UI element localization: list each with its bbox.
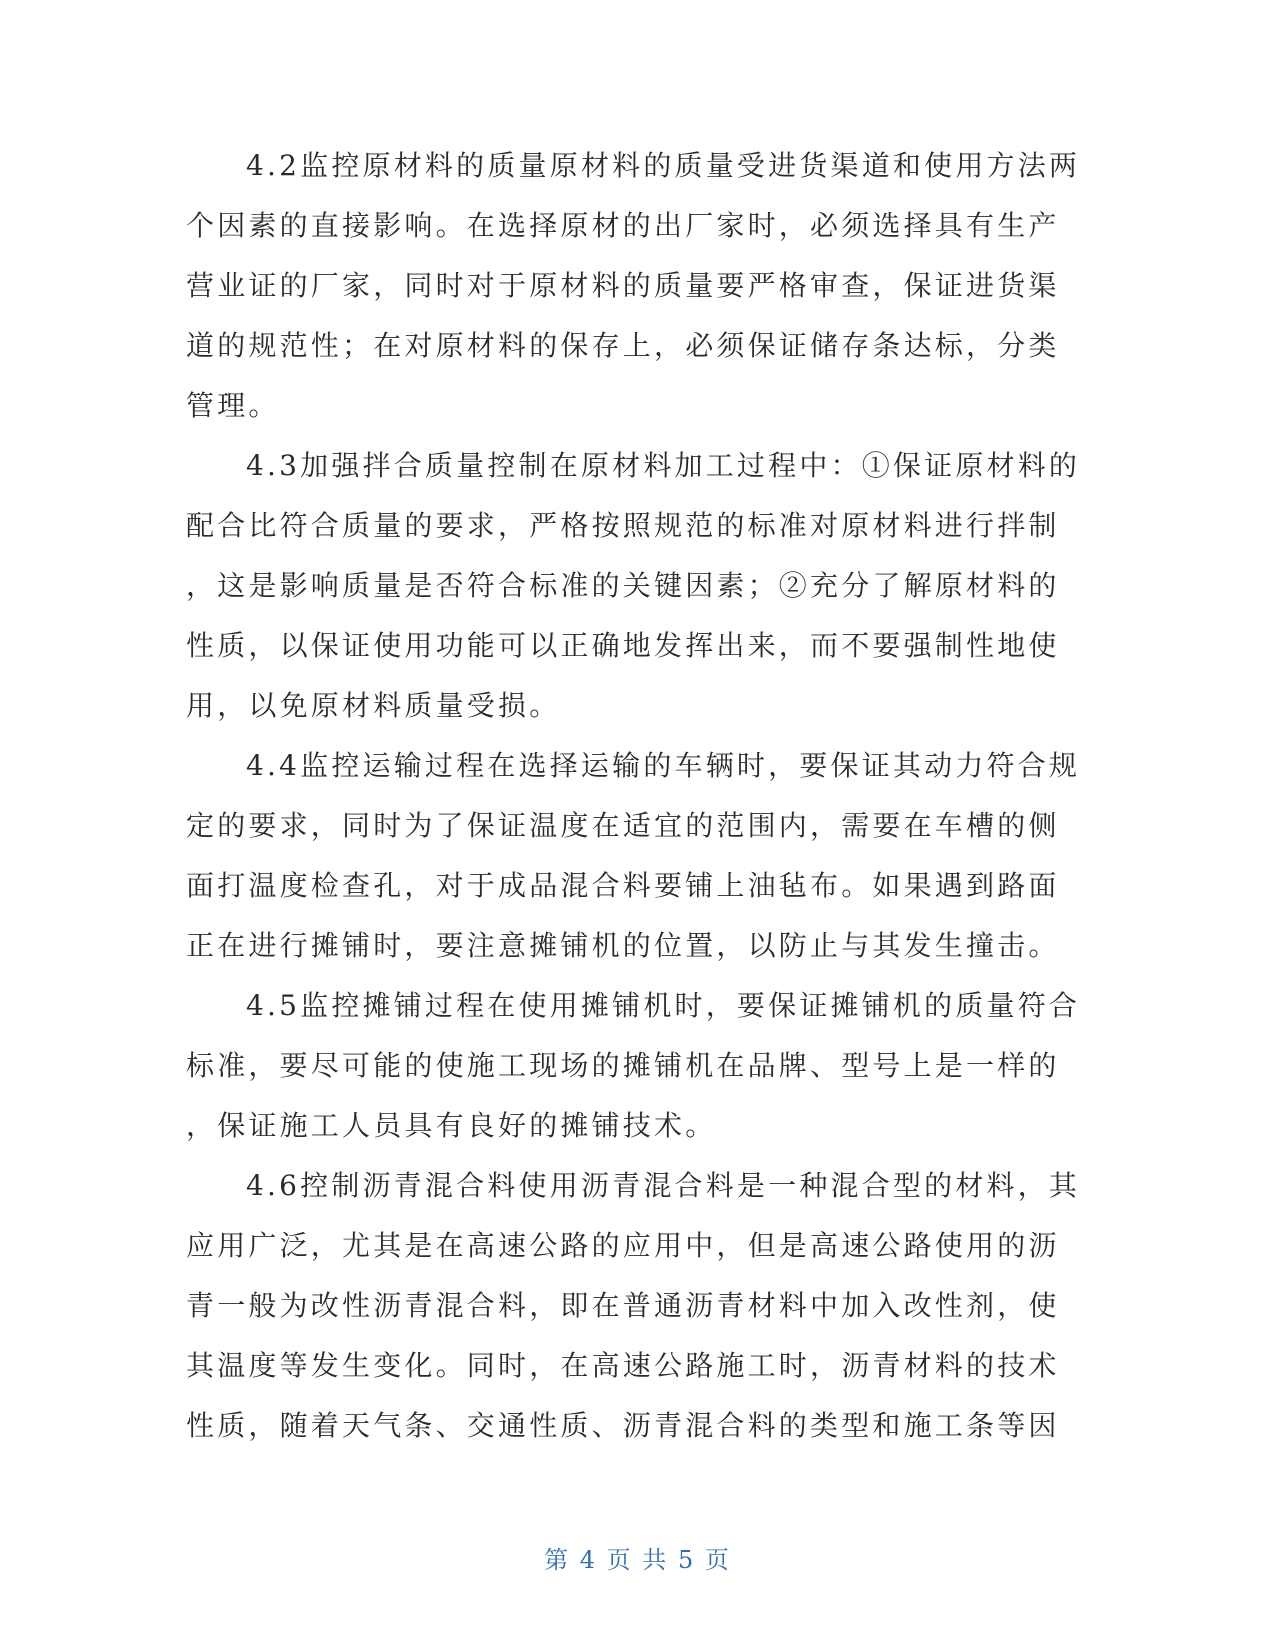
text-line: 4.4监控运输过程在选择运输的车辆时，要保证其动力符合规	[246, 749, 1081, 782]
text-line: 营业证的厂家，同时对于原材料的质量要严格审查，保证进货渠	[186, 269, 1060, 302]
text-line: 面打温度检查孔，对于成品混合料要铺上油毡布。如果遇到路面	[186, 869, 1060, 902]
text-line: 4.3加强拌合质量控制在原材料加工过程中：①保证原材料的	[246, 449, 1081, 482]
text-line: ，保证施工人员具有良好的摊铺技术。	[186, 1109, 717, 1142]
paragraph-4-2	[186, 136, 1081, 436]
text-line: 标准，要尽可能的使施工现场的摊铺机在品牌、型号上是一样的	[186, 1049, 1060, 1082]
text-line: 管理。	[186, 389, 280, 422]
text-line: 用，以免原材料质量受损。	[186, 689, 561, 722]
text-line: ，这是影响质量是否符合标准的关键因素；②充分了解原材料的	[186, 569, 1060, 602]
paragraph-4-3	[186, 436, 1081, 736]
text-line: 配合比符合质量的要求，严格按照规范的标准对原材料进行拌制	[186, 509, 1060, 542]
text-line: 正在进行摊铺时，要注意摊铺机的位置，以防止与其发生撞击。	[186, 929, 1060, 962]
text-line: 性质，以保证使用功能可以正确地发挥出来，而不要强制性地使	[186, 629, 1060, 662]
text-line: 4.6控制沥青混合料使用沥青混合料是一种混合型的材料，其	[246, 1169, 1081, 1202]
text-line: 定的要求，同时为了保证温度在适宜的范围内，需要在车槽的侧	[186, 809, 1060, 842]
text-line: 4.5监控摊铺过程在使用摊铺机时，要保证摊铺机的质量符合	[246, 989, 1081, 1022]
text-line: 应用广泛，尤其是在高速公路的应用中，但是高速公路使用的沥	[186, 1229, 1060, 1262]
page-number-footer: 第 4 页 共 5 页	[544, 1546, 731, 1574]
paragraph-4-4	[186, 736, 1081, 976]
text-line: 个因素的直接影响。在选择原材的出厂家时，必须选择具有生产	[186, 209, 1060, 242]
paragraph-4-6	[186, 1156, 1081, 1456]
text-line: 道的规范性；在对原材料的保存上，必须保证储存条达标，分类	[186, 329, 1060, 362]
text-line: 其温度等发生变化。同时，在高速公路施工时，沥青材料的技术	[186, 1349, 1060, 1382]
text-line: 4.2监控原材料的质量原材料的质量受进货渠道和使用方法两	[246, 149, 1081, 182]
text-line: 青一般为改性沥青混合料，即在普通沥青材料中加入改性剂，使	[186, 1289, 1060, 1322]
text-line: 性质，随着天气条、交通性质、沥青混合料的类型和施工条等因	[186, 1409, 1060, 1442]
paragraph-4-5	[186, 976, 1081, 1156]
document-body	[186, 136, 1081, 1456]
